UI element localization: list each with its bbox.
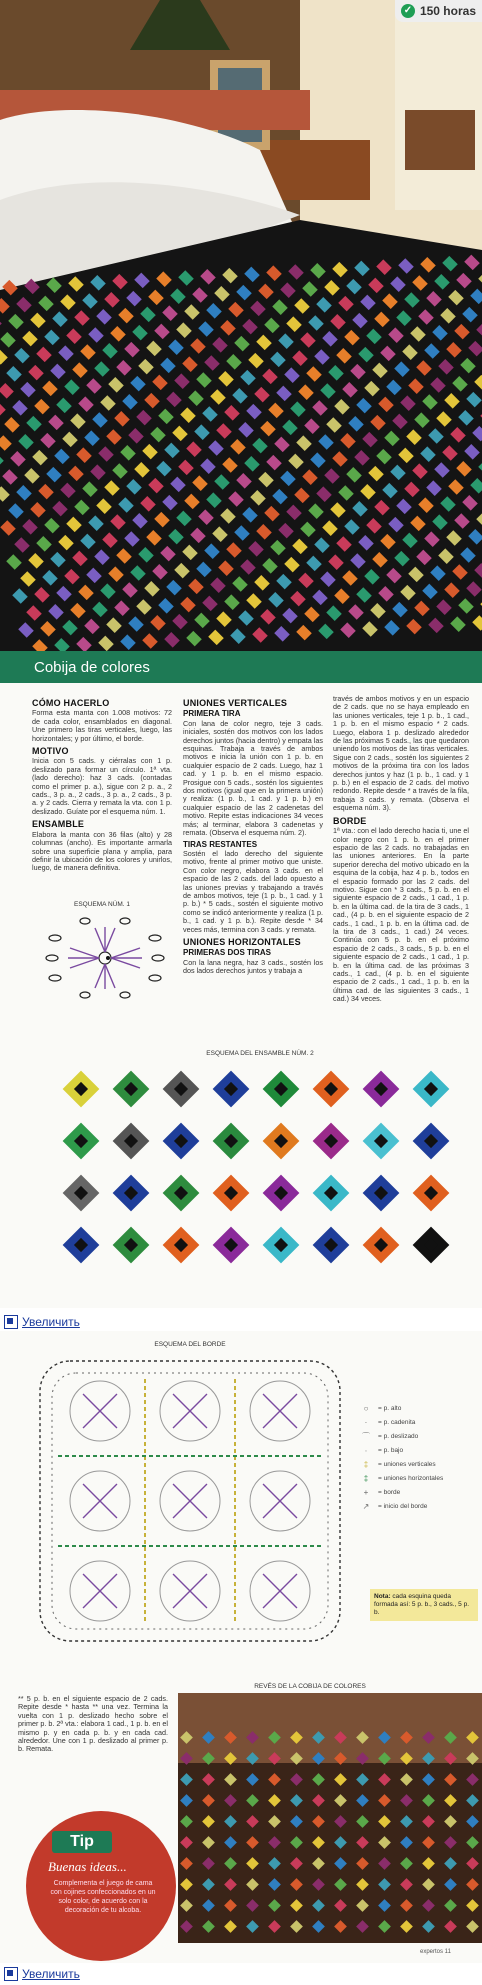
assembly-square: [63, 1227, 100, 1264]
diagram-legend: [354, 1401, 443, 1513]
zoom-link-2[interactable]: [0, 1963, 482, 1985]
legend-row: [354, 1415, 443, 1429]
motif-stitch: [263, 1501, 280, 1518]
motif-stitch: [83, 1501, 100, 1518]
heading-borde: BORDE: [333, 815, 367, 826]
motif-stitch: [263, 1411, 280, 1428]
blanket-back-photo: [178, 1693, 482, 1943]
legend-row: [354, 1471, 443, 1485]
text-primeras-dos-tiras: Con la lana negra, haz 3 cads., sostén los dos lados derechos juntos y trabaja a: [183, 957, 323, 976]
tip-subtitle: Buenas ideas...: [48, 1859, 127, 1874]
legend-label: = borde: [378, 1488, 401, 1496]
assembly-square: [363, 1123, 400, 1160]
assembly-square: [413, 1071, 450, 1108]
assembly-square: [263, 1071, 300, 1108]
assembly-square: [63, 1071, 100, 1108]
heading-primeras-dos-tiras: PRIMERAS DOS TIRAS: [183, 948, 272, 958]
text-continuacion: través de ambos motivos y en un espacio de 2 cads. que no se haya empleado en las uniones verticales, teje 1 p. b., 1 cad., 1 p. b. en el mismo espacio * 2 cads. Luego, elabora 1 p. deslizado alrededor de las próximas 5 cads., las que quedaron uniendo los motivos de las tiras verticales. Sigue con 2 cads., sostén los siguientes 2 motivos de la próxima tira con los lados derechos juntos y haz (1 p. b., 1 cad. y 1 p. b.) en el espacio de 2 cads. del motivo redondo. Repite desde * a través de la fila, trabaja 3 cads. y remata. (Observa el esquema núm. 3).: [333, 694, 469, 813]
motif-stitch: [83, 1574, 100, 1591]
border-page: [0, 1331, 482, 1963]
caption-reves: REVÉS DE LA COBIJA DE COLORES: [254, 1683, 366, 1690]
motif-stitch: [173, 1484, 190, 1501]
assembly-square: [213, 1071, 250, 1108]
motif-stitch: [280, 1574, 297, 1591]
legend-label: = p. cadenita: [378, 1418, 416, 1426]
assembly-diagram: [60, 1066, 470, 1306]
heading-uniones-verticales: UNIONES VERTICALES: [183, 698, 288, 708]
right-column: [333, 695, 469, 1006]
heading-motivo: MOTIVO: [32, 746, 69, 757]
legend-symbol: ↗: [362, 1501, 370, 1511]
legend-label: = uniones verticales: [378, 1460, 436, 1468]
motif-stitch: [280, 1591, 297, 1608]
motif-stitch: [173, 1591, 190, 1608]
caption-esquema-borde: ESQUEMA DEL BORDE: [154, 1341, 226, 1348]
instructions-page: [0, 683, 482, 1308]
bedroom-photo-art: [0, 0, 482, 651]
legend-label: = p. deslizado: [378, 1432, 419, 1440]
motif-stitch: [100, 1591, 117, 1608]
assembly-square: [263, 1227, 300, 1264]
motif-stitch: [280, 1501, 297, 1518]
text-borde: 1ª vta.: con el lado derecho hacia ti, une el color negro con 1 p. b. en el primer espacio de las 2 cads. no trabajadas en las uniones anteriores. En la parte superior derecha del motivo ubicado en la esquina de la cobija, haz 4 p. b., todos en el espacio formado por las 2 cads. del motivo. Sigue con * 3 cads., 5 p. b. en el siguiente espacio de 2 cads., 1 cad., 1 p. b. en la última cad. de la tira de 3 cads., 1 cad., (4 p. b. en el siguiente espacio de 2 cads., 1 cad., 1 p. b. en la última cad. de la tira de 3 cads., 1 cad.) 24 veces. Continúa con 5 p. b. en el próximo espacio de 2 cads., 3 cads., 5 p. b. en el siguiente espacio de 2 cads., 1 cad., 1 p. b. en la última cad. de las próximas 3 cads., 1 cad., (4 p. b. en el siguiente espacio de 2 cads., 1 cad., 1 p. b. en la última cad. de las siguientes 3 cads., 1 cad.) 34 veces.: [333, 826, 469, 1004]
nota-heading: Nota:: [374, 1593, 391, 1600]
assembly-square: [213, 1227, 250, 1264]
motif-stitch: [173, 1574, 190, 1591]
heading-uniones-horizontales: UNIONES HORIZONTALES: [183, 936, 301, 947]
motif-stitch: [263, 1591, 280, 1608]
zoom-icon: [4, 1315, 18, 1329]
assembly-square: [363, 1175, 400, 1212]
text-tiras-restantes: Sostén el lado derecho del siguiente motivo, frente al primer motivo que uniste. Con color negro, elabora 3 cads. en el espacio de las 2 cads. del lado opuesto a las uniones previas y trabajando a través de ambos motivos, teje (1 p. b., 1 cad. y 1 p. b.) * 5 cads., sostén el siguiente motivo como se indicó anteriormente y realiza (1 p. b., 1 cad. y 1 p. b.). Repite desde * 34 veces más, termina con 3 cads. y remata.: [183, 848, 323, 934]
assembly-square: [113, 1175, 150, 1212]
zoom-icon: [4, 1967, 18, 1981]
text-motivo: Inicia con 5 cads. y ciérralas con 1 p. deslizado para formar un círculo. 1ª vta. (lado derecho): haz 3 cads. (contadas como el primer p. a.), sigue con 2 p. a., 2 cads., 3 p. a., 2 cads., 3 p. a., 2 cads., 3 p. a. y 2 cads. Cierra y remata la vta. con 1 p. deslizado. Guíate por el esquema núm. 1.: [32, 756, 172, 816]
nota-box: [370, 1589, 478, 1621]
legend-symbol: ·: [364, 1417, 368, 1427]
hours-badge: [395, 0, 482, 22]
motif-stitch: [100, 1574, 117, 1591]
tip-text: Complementa el juego de cama con cojines confeccionados en un solo color, de acuerdo con la decoración de tu alcoba.: [50, 1880, 156, 1914]
legend-label: = uniones horizontales: [378, 1474, 444, 1482]
legend-symbol: ∙: [364, 1445, 368, 1455]
motif-stitch: [190, 1484, 207, 1501]
text-como: Forma esta manta con 1.008 motivos: 72 de cada color, ensamblados en diagonal. Une primero las tiras verticales, luego, las horizontales; y por último, el borde.: [32, 708, 172, 743]
text-ensamble: Elabora la manta con 36 filas (alto) y 28 columnas (ancho). Es importante armarla sobre una superficie plana y amplia, para definir la ubicación de los colores y unirlos, luego, de manera definitiva.: [32, 829, 172, 873]
middle-column: [183, 695, 323, 978]
heading-primera-tira: PRIMERA TIRA: [183, 709, 241, 719]
assembly-square: [413, 1227, 450, 1264]
page-footer: expertos 11: [420, 1949, 451, 1955]
heading-como: CÓMO HACERLO: [32, 698, 110, 708]
motif-stitch: [190, 1574, 207, 1591]
assembly-square: [363, 1227, 400, 1264]
legend-label: = inicio del borde: [378, 1502, 428, 1510]
assembly-square: [113, 1123, 150, 1160]
heading-ensamble: ENSAMBLE: [32, 819, 85, 830]
motif-diagram: [40, 913, 170, 1003]
zoom-link-label: Увеличить: [22, 1315, 80, 1329]
assembly-square: [413, 1123, 450, 1160]
motif-stitch: [83, 1411, 100, 1428]
motif-stitch: [100, 1501, 117, 1518]
legend-row: [354, 1401, 443, 1415]
motif-stitch: [280, 1411, 297, 1428]
assembly-square: [263, 1123, 300, 1160]
text-primera-tira: Con lana de color negro, teje 3 cads. iniciales, sostén dos motivos con los lados derechos juntos (hacia dentro) y empata las esquinas. Trabaja a través de ambos motivos e inicia la unión con 1 p. b. en cualquier espacio de 2 cads. Luego, haz 1 cad. y 1 p. b. en el mismo espacio. Prosigue con 5 cads., sostén los siguientes dos motivos (igual que en la primera unión) y realiza: (1 p. b., 1 cad. y 1 p. b.) en cualquier espacio de las 2 cadenetas del motivo. Repite estas indicaciones 34 veces más; al terminar, elabora 3 cadenetas y remata. (Observa el esquema núm. 2).: [183, 718, 323, 838]
assembly-square: [163, 1071, 200, 1108]
assembly-square: [313, 1175, 350, 1212]
bedroom-photo: [0, 0, 482, 651]
assembly-square: [113, 1071, 150, 1108]
motif-stitch: [100, 1484, 117, 1501]
motif-stitch: [190, 1411, 207, 1428]
assembly-square: [313, 1071, 350, 1108]
assembly-square: [163, 1123, 200, 1160]
motif-stitch: [263, 1574, 280, 1591]
assembly-square: [413, 1175, 450, 1212]
motif-stitch: [100, 1394, 117, 1411]
legend-row: [354, 1457, 443, 1471]
motif-stitch: [263, 1484, 280, 1501]
legend-symbol: +: [363, 1487, 369, 1497]
legend-label: = p. alto: [378, 1404, 402, 1412]
assembly-square: [113, 1227, 150, 1264]
hours-badge-label: 150 horas: [419, 4, 476, 18]
motif-stitch: [100, 1411, 117, 1428]
text-cierre: ** 5 p. b. en el siguiente espacio de 2 cads. Repite desde * hasta ** una vez. Termina la vuelta con 1 p. deslizado hecho sobre el primer p. b. 2ª vta.: elabora 1 cad., 1 p. b. en el mismo p. y en cada p. b. y en cada cad. alrededor. Une con 1 p. deslizado al primer p. b. Remata.: [18, 1694, 168, 1754]
legend-symbol: ○: [363, 1403, 369, 1413]
motif-stitch: [280, 1394, 297, 1411]
nota-text: cada esquina queda formada así: 5 p. b., 3 cads., 5 p. b.: [374, 1593, 470, 1616]
motif-stitch: [263, 1394, 280, 1411]
assembly-square: [313, 1227, 350, 1264]
motif-stitch: [83, 1484, 100, 1501]
left-column: [32, 695, 172, 875]
section-title-band: [0, 651, 482, 683]
assembly-square: [313, 1123, 350, 1160]
motif-stitch: [190, 1394, 207, 1411]
motif-stitch: [190, 1591, 207, 1608]
assembly-square: [213, 1175, 250, 1212]
legend-row: [354, 1429, 443, 1443]
closing-text: [18, 1695, 168, 1756]
motif-stitch: [280, 1484, 297, 1501]
border-diagram: [30, 1351, 350, 1651]
assembly-square: [263, 1175, 300, 1212]
caption-esquema-2: ESQUEMA DEL ENSAMBLE NÚM. 2: [206, 1050, 314, 1057]
legend-symbol: ‡: [363, 1473, 369, 1483]
legend-symbol: ‡: [363, 1459, 369, 1469]
tip-heading: Tip: [52, 1831, 112, 1853]
legend-row: [354, 1499, 443, 1513]
legend-label: = p. bajo: [378, 1446, 404, 1454]
legend-row: [354, 1443, 443, 1457]
motif-stitch: [173, 1411, 190, 1428]
assembly-square: [63, 1175, 100, 1212]
motif-stitch: [173, 1501, 190, 1518]
section-title: Cobija de colores: [34, 659, 150, 676]
assembly-square: [163, 1175, 200, 1212]
motif-stitch: [83, 1591, 100, 1608]
caption-esquema-1: ESQUEMA NÚM. 1: [74, 901, 130, 908]
check-icon: ✓: [401, 4, 415, 18]
legend-symbol: ⌒: [362, 1431, 370, 1441]
assembly-square: [363, 1071, 400, 1108]
zoom-link-label: Увеличить: [22, 1967, 80, 1981]
motif-stitch: [83, 1394, 100, 1411]
zoom-link-1[interactable]: [0, 1311, 482, 1333]
motif-stitch: [190, 1501, 207, 1518]
assembly-square: [63, 1123, 100, 1160]
legend-row: [354, 1485, 443, 1499]
motif-stitch: [173, 1394, 190, 1411]
assembly-square: [213, 1123, 250, 1160]
heading-tiras-restantes: TIRAS RESTANTES: [183, 839, 258, 849]
assembly-square: [163, 1227, 200, 1264]
